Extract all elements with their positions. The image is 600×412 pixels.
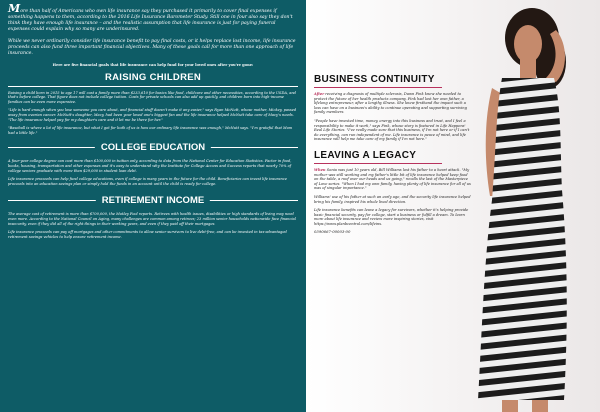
paragraph: Raising a child born in 2015 to age 17 will cost a family more than $233,610 for basics like food, childcare and other necessities, according to the USDA, and that's before college. That figure does not include college tuition. Costs for private schools can also add up quickly, and children born into high-income families can be even more expensive.: [8, 90, 296, 104]
section-heading: COLLEGE EDUCATION: [95, 142, 211, 153]
paragraph-text: receiving a diagnosis of multiple sclerosis, Dawn Fink knew she needed to protect the future of her health products company. Fink had lost her own father, a lifelong entrepreneur, after a lengthy illness. She knew firsthand the impact such a loss can have on a business's ability to continue operating and supporting surviving family members.: [314, 92, 467, 115]
paragraph: [314, 168, 472, 191]
paragraph: Life insurance proceeds can help fund college educations, even if college is many years in the future for the child. Beneficiaries can invest life insurance proceeds into an education savings plan or simply hold the funds in an account until the child is ready for college.: [8, 177, 287, 186]
divider: [314, 163, 442, 164]
paragraph: Williams' use of his father at such an early age, and the security life insurance helped bring his family, inspired his whole lived direction.: [314, 194, 471, 204]
paragraph-text: Sonia was just 10 years old, Bill Williams lost his father to a heart attack. "My mother was still working and my father's little bit of life insurance helped keep food on the table, a roof over our heads and us going," recalls the last of the Masterpiece of Love series. "When I had my own family, having plenty of life insurance for all of us was of singular importance.": [314, 167, 471, 191]
lead-word: After: [314, 92, 325, 96]
section-heading: BUSINESS CONTINUITY: [314, 74, 435, 85]
right-text-column: [314, 74, 472, 239]
intro-paragraph-1: [8, 2, 298, 33]
lead-word: When: [314, 167, 326, 172]
section-retirement-income: [8, 195, 298, 239]
heading-rule: [8, 142, 298, 154]
divider: [8, 86, 298, 87]
paragraph: A four-year college degree can cost more than $100,000 in tuition only, according to data from the National Center for Education Statistics. Factor in food, books, housing, transportation and other expenses and it's easy to understand why the Institute for College Access and Success reports that nearly 70% of college seniors graduate with more than $29,000 in student loan debt.: [8, 159, 292, 173]
section-heading: RETIREMENT INCOME: [96, 195, 210, 206]
section-heading: RAISING CHILDREN: [104, 71, 202, 83]
paragraph: "Life is hard enough when you lose someone you care about, and financial stuff doesn't make it any easier," says Ryan McNutt, whose mother, Mickey, passed away from ovarian cancer. McNutt's daughter, Macy, had been your loved one's biggest fan and the life insurance helped McNutt take care of Macy's needs. "The life insurance helped pay for my daughter's care and it let me be there for her.": [8, 108, 297, 122]
lead-statement: Here are five financial goals that life insurance can help fund for your loved ones after you're gone:: [52, 63, 254, 67]
drop-cap: M: [8, 2, 21, 15]
divider: [314, 87, 442, 88]
paragraph: The average cost of retirement is more than $700,000, the Motley Fool reports. Retirees with health issues, disabilities or high standards of living may need even more. According to the National Council on Aging, many challenges are common among retirees; 23 million senior households nationwide face financial insecurity, even if they did all of the right things in their working years, and even if they paid off their mortgages.: [8, 212, 296, 226]
section-heading: LEAVING A LEGACY: [314, 149, 417, 161]
paragraph: Life insurance benefits can leave a legacy for survivors, whether it's helping provide basic financial security, pay for college, start a business or fulfill a dream. To learn more about life insurance and review more inspiring stories, visit https://www.planbcentral.com/lifeins.: [314, 208, 469, 226]
section-college-education: [8, 142, 298, 186]
section-raising-children: [8, 72, 298, 136]
face-shape: [514, 25, 542, 63]
paragraph: Life insurance proceeds can pay off mortgages and other commitments to allow senior survivors to live debt-free, and can be invested in tax-advantaged retirement savings vehicles to help ensure retirement income.: [8, 230, 287, 239]
paragraph: "People have invested time, money, energy into this business and trust, and I feel a responsibility to make it work," says Fink, whose story is featured in Life Happens' Real Life Stories. "I've really made sure that this business, if I'm not here or if I can't do everything, can run independent of me. Life insurance is peace of mind, and life insurance will help me take care of my family if I'm not here.": [314, 118, 470, 142]
reference-number: 0390667-00003-00: [314, 229, 351, 235]
paragraph: "Baseball is where a lot of life insurance, but what I got for both of us is how our ordinary life insurance was enough," McNutt says. "I'm grateful that Mom had a little life.": [8, 126, 293, 135]
heading-rule: [8, 195, 298, 207]
intro-paragraph-2: While we never ordinarily consider life insurance benefit to pay final costs, or it helps replace lost income, life insurance proceeds can also fund three important financial objectives. Many of these goals call for more than one approach of life insurance.: [8, 39, 296, 56]
intro-section: [8, 2, 298, 57]
paragraph: [314, 92, 472, 115]
intro-text-1: ore than half of Americans who own life insurance say they purchased it primarily to cover final expenses if something happens to them, according to the 2016 Life Insurance Barometer Study. Still one in four also say they don't think they have enough life insurance – and the realistic assumption that life insurance is just for paying funeral expenses could explain why so many are underinsured.: [8, 9, 293, 32]
right-column: [306, 0, 600, 412]
